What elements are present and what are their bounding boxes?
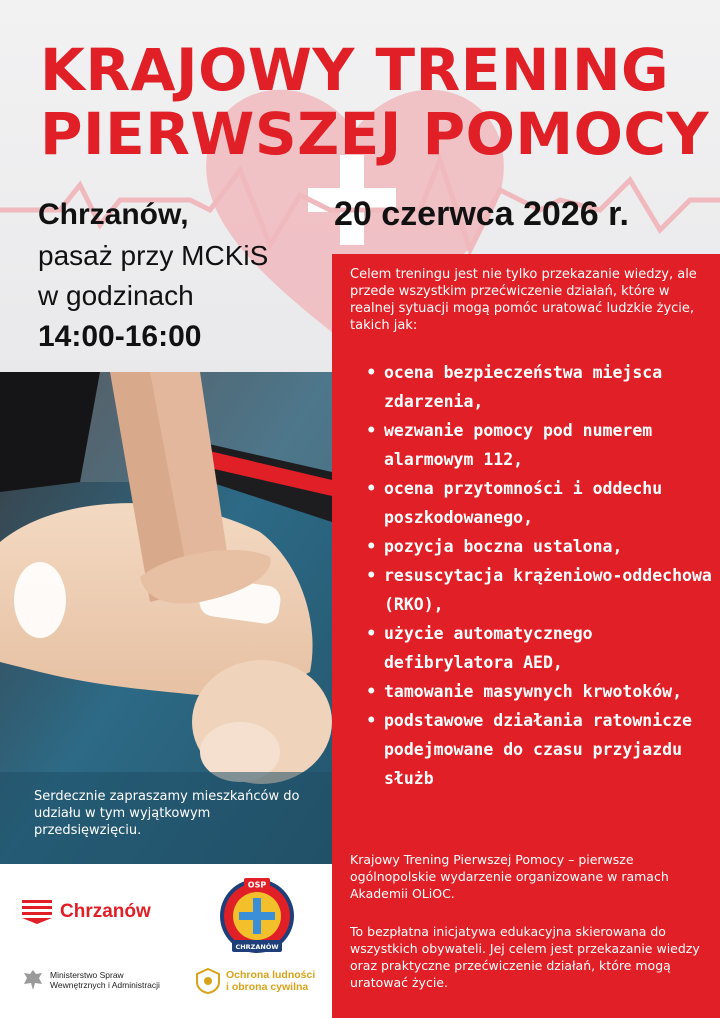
osp-chrzanow-logo <box>218 876 296 956</box>
ochrona-line-1: Ochrona ludności <box>226 969 316 981</box>
location-block <box>38 194 268 358</box>
list-item: • tamowanie masywnych krwotoków, <box>362 677 712 706</box>
osp-bottom-label: CHRZANÓW <box>235 943 279 951</box>
list-item: • podstawowe działania ratownicze podejmowane do czasu przyjazdu służb <box>362 706 712 793</box>
chrzanow-emblem-icon <box>22 900 52 924</box>
mswia-line-1: Ministerstwo Spraw <box>50 970 124 980</box>
osp-top-label: OSP <box>247 880 267 890</box>
list-item: • resuscytacja krążeniowo-oddechowa (RKO), <box>362 561 712 619</box>
poster-title <box>40 36 709 168</box>
initiative-description: To bezpłatna inicjatywa edukacyjna skierowana do wszystkich obywateli. Jej celem jest przekazanie wiedzy oraz praktyczne przećwiczenie działań, które mogą uratować życie. <box>350 924 700 990</box>
mswia-logo <box>22 968 160 992</box>
event-description: Krajowy Trening Pierwszej Pomocy – pierwsze ogólnopolskie wydarzenie organizowane w ramach Akademii OLiOC. <box>350 852 669 901</box>
civil-protection-icon <box>196 968 220 994</box>
list-item: • pozycja boczna ustalona, <box>362 532 712 561</box>
location-time-label: w godzinach <box>38 280 194 311</box>
invitation-text: Serdecznie zapraszamy mieszkańców do udziału w tym wyjątkowym przedsięwzięciu. <box>34 789 300 838</box>
eagle-emblem-icon <box>22 968 44 992</box>
location-hours: 14:00-16:00 <box>38 320 202 353</box>
event-date: 20 czerwca 2026 r. <box>334 195 629 233</box>
training-topics-list <box>362 358 712 793</box>
chrzanow-logo-text: Chrzanów <box>60 901 151 922</box>
intro-text: Celem treningu jest nie tylko przekazanie wiedzy, ale przede wszystkim przećwiczenie działań, które w realnej sytuacji mogą pomóc uratować ludzkie życie, takich jak: <box>350 267 697 333</box>
ochrona-ludnosci-logo <box>196 968 315 994</box>
list-item: • ocena bezpieczeństwa miejsca zdarzenia, <box>362 358 712 416</box>
title-line-2: PIERWSZEJ POMOCY <box>40 100 709 168</box>
chrzanow-logo <box>22 900 151 924</box>
location-city: Chrzanów, <box>38 198 189 231</box>
title-line-1: KRAJOWY TRENING <box>40 36 670 104</box>
mswia-line-2: Wewnętrznych i Administracji <box>50 980 160 990</box>
list-item: • wezwanie pomocy pod numerem alarmowym 112, <box>362 416 712 474</box>
list-item: • ocena przytomności i oddechu poszkodowanego, <box>362 474 712 532</box>
location-place: pasaż przy MCKiS <box>38 240 269 271</box>
ochrona-line-2: i obrona cywilna <box>226 981 309 993</box>
list-item: • użycie automatycznego defibrylatora AED, <box>362 619 712 677</box>
